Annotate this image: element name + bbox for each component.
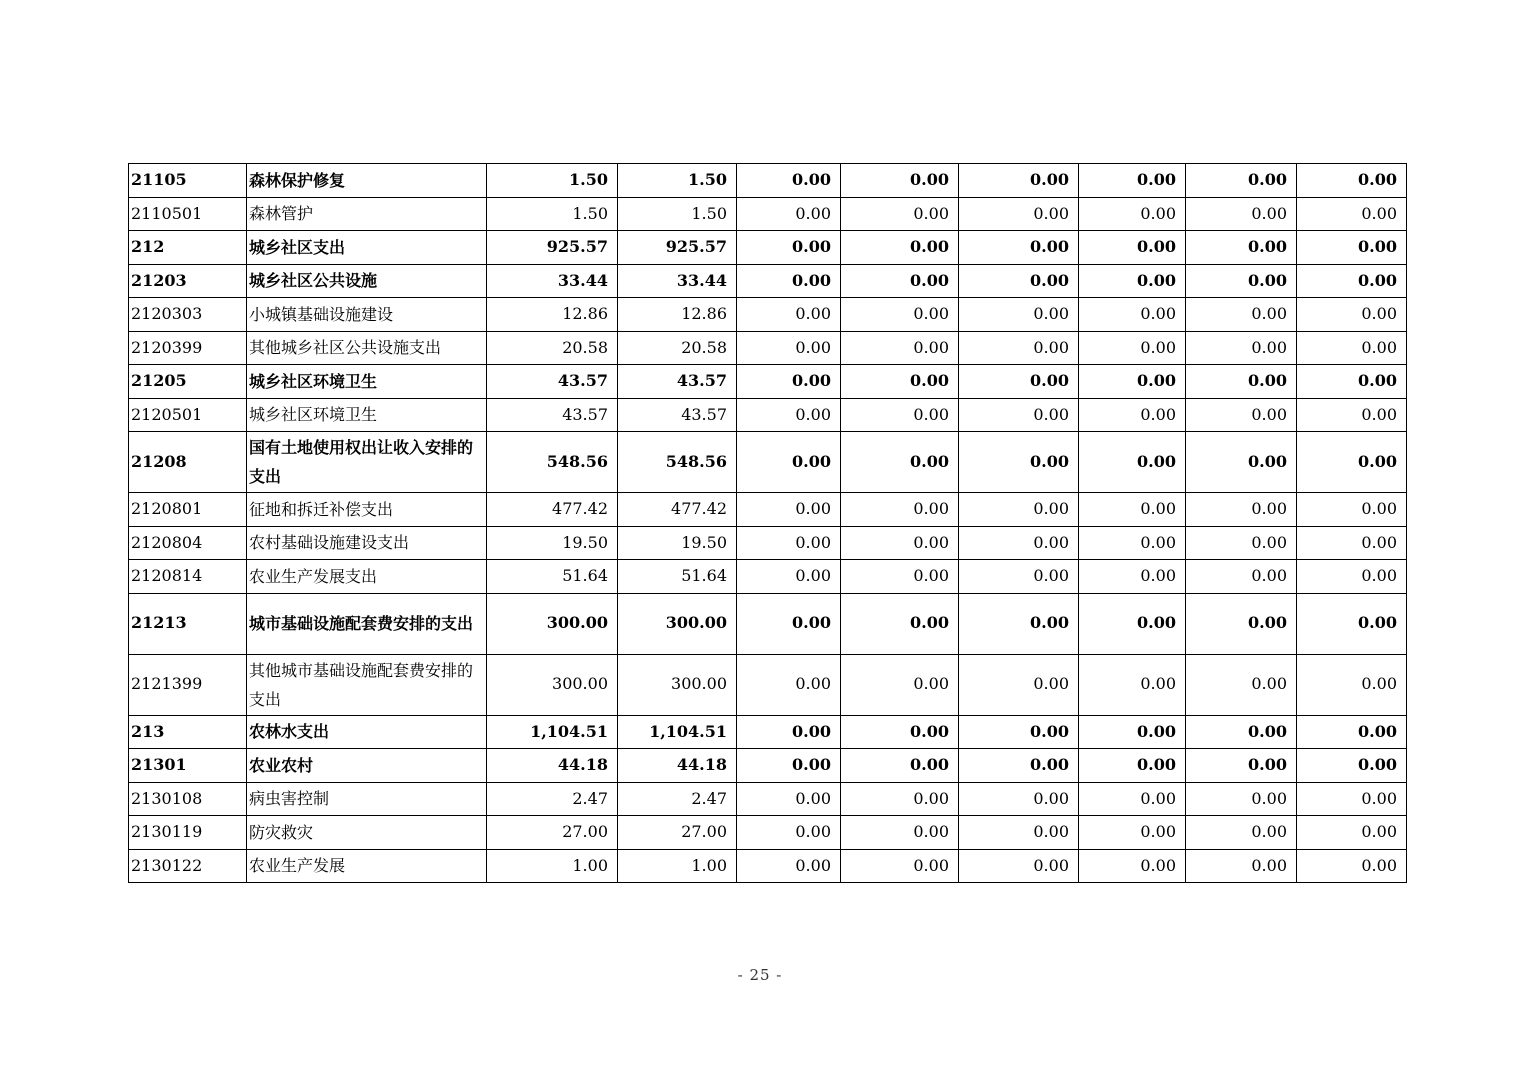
row-value: 0.00 xyxy=(959,331,1079,365)
row-value: 0.00 xyxy=(737,654,841,715)
row-value: 0.00 xyxy=(1186,560,1297,594)
row-value: 0.00 xyxy=(737,331,841,365)
row-code: 21301 xyxy=(129,749,247,783)
row-value: 300.00 xyxy=(487,654,618,715)
row-value: 548.56 xyxy=(618,432,737,493)
row-value: 0.00 xyxy=(1297,715,1407,749)
row-value: 1.00 xyxy=(618,849,737,883)
row-value: 0.00 xyxy=(841,654,959,715)
row-value: 0.00 xyxy=(1186,493,1297,527)
row-value: 0.00 xyxy=(959,264,1079,298)
row-value: 0.00 xyxy=(1297,298,1407,332)
table-row xyxy=(129,526,1407,560)
row-value: 0.00 xyxy=(1186,654,1297,715)
row-value: 12.86 xyxy=(618,298,737,332)
row-value: 0.00 xyxy=(1079,560,1186,594)
row-value: 0.00 xyxy=(1297,526,1407,560)
row-name: 农业生产发展 xyxy=(247,849,487,883)
row-value: 27.00 xyxy=(618,816,737,850)
row-name: 征地和拆迁补偿支出 xyxy=(247,493,487,527)
row-value: 0.00 xyxy=(1079,331,1186,365)
row-value: 0.00 xyxy=(1186,849,1297,883)
row-value: 0.00 xyxy=(959,526,1079,560)
row-value: 0.00 xyxy=(737,432,841,493)
table-row xyxy=(129,264,1407,298)
row-value: 0.00 xyxy=(1079,715,1186,749)
row-value: 0.00 xyxy=(1079,749,1186,783)
row-value: 51.64 xyxy=(618,560,737,594)
row-code: 2120303 xyxy=(129,298,247,332)
row-value: 0.00 xyxy=(1297,231,1407,265)
row-value: 0.00 xyxy=(841,298,959,332)
row-value: 0.00 xyxy=(1297,197,1407,231)
row-value: 0.00 xyxy=(1079,197,1186,231)
row-value: 44.18 xyxy=(618,749,737,783)
row-value: 0.00 xyxy=(1186,197,1297,231)
row-value: 0.00 xyxy=(1079,593,1186,654)
row-name: 城市基础设施配套费安排的支出 xyxy=(247,593,487,654)
row-value: 0.00 xyxy=(959,298,1079,332)
row-value: 300.00 xyxy=(487,593,618,654)
row-value: 20.58 xyxy=(487,331,618,365)
table-row xyxy=(129,782,1407,816)
row-value: 0.00 xyxy=(1186,398,1297,432)
row-value: 27.00 xyxy=(487,816,618,850)
row-value: 0.00 xyxy=(737,398,841,432)
row-value: 0.00 xyxy=(841,164,959,198)
row-value: 0.00 xyxy=(1079,264,1186,298)
row-value: 0.00 xyxy=(737,231,841,265)
row-value: 0.00 xyxy=(1186,231,1297,265)
table-row xyxy=(129,398,1407,432)
table-row xyxy=(129,816,1407,850)
row-code: 2120801 xyxy=(129,493,247,527)
row-value: 0.00 xyxy=(737,816,841,850)
row-value: 0.00 xyxy=(841,231,959,265)
row-value: 0.00 xyxy=(737,164,841,198)
table-row xyxy=(129,197,1407,231)
row-value: 0.00 xyxy=(737,593,841,654)
row-value: 0.00 xyxy=(1297,331,1407,365)
table-row xyxy=(129,493,1407,527)
row-value: 0.00 xyxy=(1297,849,1407,883)
row-value: 0.00 xyxy=(1186,164,1297,198)
row-value: 20.58 xyxy=(618,331,737,365)
table-row xyxy=(129,715,1407,749)
row-value: 43.57 xyxy=(487,365,618,399)
row-value: 0.00 xyxy=(841,331,959,365)
row-value: 1.00 xyxy=(487,849,618,883)
row-code: 2120804 xyxy=(129,526,247,560)
row-value: 300.00 xyxy=(618,593,737,654)
table-row xyxy=(129,593,1407,654)
row-value: 0.00 xyxy=(841,493,959,527)
row-code: 2130119 xyxy=(129,816,247,850)
row-value: 0.00 xyxy=(841,264,959,298)
row-value: 0.00 xyxy=(1297,782,1407,816)
row-value: 0.00 xyxy=(1297,398,1407,432)
row-code: 2120399 xyxy=(129,331,247,365)
table-row xyxy=(129,331,1407,365)
row-value: 1.50 xyxy=(618,164,737,198)
row-value: 0.00 xyxy=(1297,493,1407,527)
row-value: 0.00 xyxy=(1186,432,1297,493)
table-row xyxy=(129,164,1407,198)
row-code: 2110501 xyxy=(129,197,247,231)
row-value: 0.00 xyxy=(959,849,1079,883)
row-value: 0.00 xyxy=(959,493,1079,527)
table-row xyxy=(129,849,1407,883)
row-value: 477.42 xyxy=(487,493,618,527)
table-row xyxy=(129,365,1407,399)
row-code: 21208 xyxy=(129,432,247,493)
row-value: 0.00 xyxy=(1186,782,1297,816)
row-value: 0.00 xyxy=(1079,782,1186,816)
table-row xyxy=(129,298,1407,332)
table-row xyxy=(129,231,1407,265)
row-value: 2.47 xyxy=(618,782,737,816)
row-value: 51.64 xyxy=(487,560,618,594)
row-value: 0.00 xyxy=(1297,164,1407,198)
row-code: 2120814 xyxy=(129,560,247,594)
row-value: 0.00 xyxy=(959,164,1079,198)
row-value: 0.00 xyxy=(1079,526,1186,560)
row-code: 21205 xyxy=(129,365,247,399)
row-code: 212 xyxy=(129,231,247,265)
row-name: 防灾救灾 xyxy=(247,816,487,850)
row-value: 0.00 xyxy=(1079,493,1186,527)
row-value: 0.00 xyxy=(959,398,1079,432)
row-code: 2130108 xyxy=(129,782,247,816)
row-value: 44.18 xyxy=(487,749,618,783)
row-value: 0.00 xyxy=(1186,526,1297,560)
row-value: 0.00 xyxy=(841,365,959,399)
row-value: 0.00 xyxy=(1297,749,1407,783)
row-value: 0.00 xyxy=(1186,331,1297,365)
row-value: 0.00 xyxy=(1079,849,1186,883)
row-value: 0.00 xyxy=(959,560,1079,594)
row-name: 农林水支出 xyxy=(247,715,487,749)
row-code: 21213 xyxy=(129,593,247,654)
row-name: 森林管护 xyxy=(247,197,487,231)
row-value: 0.00 xyxy=(841,398,959,432)
row-value: 0.00 xyxy=(959,365,1079,399)
row-value: 0.00 xyxy=(1079,298,1186,332)
row-name: 其他城市基础设施配套费安排的支出 xyxy=(247,654,487,715)
row-value: 0.00 xyxy=(737,782,841,816)
table-row xyxy=(129,560,1407,594)
row-value: 0.00 xyxy=(1297,264,1407,298)
row-value: 19.50 xyxy=(618,526,737,560)
row-value: 0.00 xyxy=(1079,816,1186,850)
row-value: 0.00 xyxy=(841,432,959,493)
row-value: 0.00 xyxy=(1079,164,1186,198)
row-value: 0.00 xyxy=(737,526,841,560)
table-row xyxy=(129,432,1407,493)
row-value: 1.50 xyxy=(487,197,618,231)
row-value: 0.00 xyxy=(959,231,1079,265)
row-value: 0.00 xyxy=(959,782,1079,816)
row-name: 国有土地使用权出让收入安排的支出 xyxy=(247,432,487,493)
row-value: 1,104.51 xyxy=(487,715,618,749)
table-row xyxy=(129,654,1407,715)
row-value: 477.42 xyxy=(618,493,737,527)
row-value: 0.00 xyxy=(841,749,959,783)
row-value: 0.00 xyxy=(737,849,841,883)
row-value: 548.56 xyxy=(487,432,618,493)
row-value: 0.00 xyxy=(841,526,959,560)
row-value: 0.00 xyxy=(959,593,1079,654)
row-name: 其他城乡社区公共设施支出 xyxy=(247,331,487,365)
budget-table xyxy=(128,163,1407,883)
row-value: 0.00 xyxy=(1297,365,1407,399)
row-value: 0.00 xyxy=(737,749,841,783)
row-value: 0.00 xyxy=(1079,398,1186,432)
row-value: 0.00 xyxy=(1079,365,1186,399)
row-value: 0.00 xyxy=(841,849,959,883)
row-value: 0.00 xyxy=(1079,432,1186,493)
row-value: 0.00 xyxy=(737,298,841,332)
row-value: 0.00 xyxy=(1186,593,1297,654)
row-value: 300.00 xyxy=(618,654,737,715)
row-code: 2121399 xyxy=(129,654,247,715)
row-value: 0.00 xyxy=(841,560,959,594)
row-value: 43.57 xyxy=(618,398,737,432)
row-value: 0.00 xyxy=(959,749,1079,783)
table-row xyxy=(129,749,1407,783)
row-value: 0.00 xyxy=(737,264,841,298)
row-value: 0.00 xyxy=(959,432,1079,493)
row-value: 0.00 xyxy=(959,715,1079,749)
row-value: 925.57 xyxy=(487,231,618,265)
row-value: 0.00 xyxy=(841,816,959,850)
row-name: 小城镇基础设施建设 xyxy=(247,298,487,332)
row-value: 0.00 xyxy=(841,593,959,654)
row-name: 城乡社区环境卫生 xyxy=(247,365,487,399)
row-name: 城乡社区环境卫生 xyxy=(247,398,487,432)
row-value: 43.57 xyxy=(618,365,737,399)
row-value: 0.00 xyxy=(841,782,959,816)
row-value: 0.00 xyxy=(1297,654,1407,715)
row-value: 1.50 xyxy=(487,164,618,198)
row-code: 2130122 xyxy=(129,849,247,883)
row-value: 0.00 xyxy=(1186,298,1297,332)
row-value: 0.00 xyxy=(841,715,959,749)
row-value: 33.44 xyxy=(487,264,618,298)
row-value: 0.00 xyxy=(1297,816,1407,850)
row-code: 21203 xyxy=(129,264,247,298)
row-value: 0.00 xyxy=(959,816,1079,850)
row-name: 城乡社区支出 xyxy=(247,231,487,265)
row-value: 0.00 xyxy=(1186,749,1297,783)
row-value: 0.00 xyxy=(737,493,841,527)
row-value: 43.57 xyxy=(487,398,618,432)
row-value: 1,104.51 xyxy=(618,715,737,749)
row-value: 0.00 xyxy=(959,654,1079,715)
row-value: 33.44 xyxy=(618,264,737,298)
row-value: 0.00 xyxy=(737,715,841,749)
page-number: - 25 - xyxy=(737,966,783,984)
row-value: 0.00 xyxy=(737,560,841,594)
row-code: 21105 xyxy=(129,164,247,198)
row-name: 农业农村 xyxy=(247,749,487,783)
row-value: 19.50 xyxy=(487,526,618,560)
row-name: 农业生产发展支出 xyxy=(247,560,487,594)
row-code: 2120501 xyxy=(129,398,247,432)
table-body xyxy=(129,164,1407,883)
row-name: 森林保护修复 xyxy=(247,164,487,198)
row-value: 0.00 xyxy=(1297,593,1407,654)
row-value: 2.47 xyxy=(487,782,618,816)
row-value: 1.50 xyxy=(618,197,737,231)
row-value: 0.00 xyxy=(1186,816,1297,850)
row-value: 0.00 xyxy=(1186,365,1297,399)
row-name: 病虫害控制 xyxy=(247,782,487,816)
row-value: 0.00 xyxy=(737,197,841,231)
row-value: 0.00 xyxy=(1079,231,1186,265)
row-value: 925.57 xyxy=(618,231,737,265)
row-value: 0.00 xyxy=(737,365,841,399)
row-name: 城乡社区公共设施 xyxy=(247,264,487,298)
row-name: 农村基础设施建设支出 xyxy=(247,526,487,560)
row-value: 12.86 xyxy=(487,298,618,332)
row-value: 0.00 xyxy=(1079,654,1186,715)
row-code: 213 xyxy=(129,715,247,749)
row-value: 0.00 xyxy=(1297,560,1407,594)
row-value: 0.00 xyxy=(1186,264,1297,298)
row-value: 0.00 xyxy=(841,197,959,231)
row-value: 0.00 xyxy=(1186,715,1297,749)
row-value: 0.00 xyxy=(1297,432,1407,493)
row-value: 0.00 xyxy=(959,197,1079,231)
